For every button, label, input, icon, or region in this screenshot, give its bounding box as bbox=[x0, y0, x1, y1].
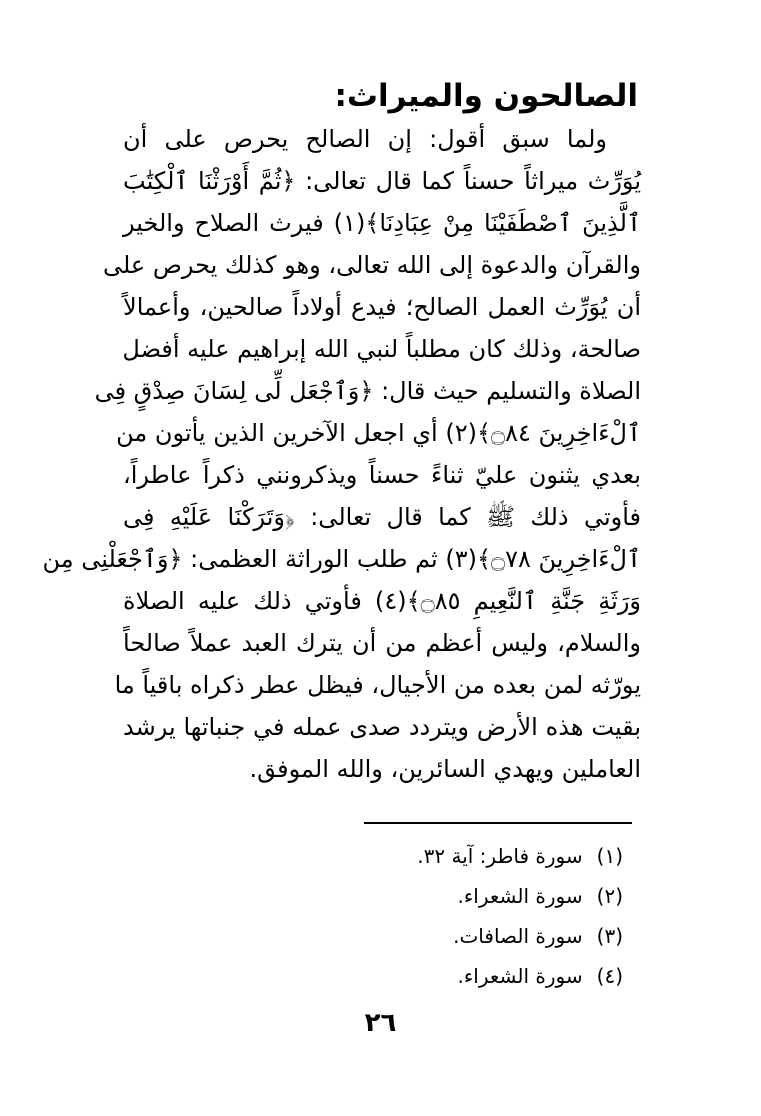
footnote-text: سورة الصافات. bbox=[453, 924, 583, 948]
footnote-text: سورة الشعراء. bbox=[457, 884, 583, 908]
footnote bbox=[417, 876, 623, 916]
body-line: الصلاة والتسليم حيث قال: ﴿وَٱجْعَل لِّى لِسَانَ صِدْقٍ فِى bbox=[94, 377, 641, 405]
footnote bbox=[417, 956, 623, 996]
body-line: بقيت هذه الأرض ويتردد صدى عمله في جنباتها يرشد bbox=[123, 713, 641, 741]
footnote bbox=[417, 916, 623, 956]
body-line: أن يُوَرِّث العمل الصالح؛ فيدع أولاداً صالحين، وأعمالاً bbox=[123, 293, 641, 321]
footnotes bbox=[417, 836, 623, 996]
body-line: ٱلَّذِينَ ٱصْطَفَيْنَا مِنْ عِبَادِنَا﴾(١) فيرث الصلاح والخير bbox=[123, 209, 642, 237]
body-line: صالحة، وذلك كان مطلباً لنبي الله إبراهيم عليه أفضل bbox=[122, 335, 641, 363]
page-number: ٢٦ bbox=[364, 1008, 397, 1038]
footnote-number: (٢) bbox=[596, 884, 623, 908]
body-line: العاملين ويهدي السائرين، والله الموفق. bbox=[249, 755, 641, 783]
footnote-text: سورة الشعراء. bbox=[457, 964, 583, 988]
body-line: ٱلْءَاخِرِينَ ۝٨٤﴾(٢) أي اجعل الآخرين الذين يأتون من bbox=[116, 419, 641, 447]
footnote-text: سورة فاطر: آية ٣٢. bbox=[417, 844, 583, 868]
body-line: بعدي يثنون عليّ ثناءً حسناً ويذكرونني ذكراً عاطراً، bbox=[123, 461, 641, 489]
body-text bbox=[42, 118, 642, 790]
body-line: والقرآن والدعوة إلى الله تعالى، وهو كذلك يحرص على bbox=[102, 251, 641, 279]
body-line: يُوَرِّث ميراثاً حسناً كما قال تعالى: ﴿ثُمَّ أَوْرَثْنَا ٱلْكِتَٰبَ bbox=[123, 167, 641, 195]
body-line: فأوتي ذلك ﷺ كما قال تعالى: ﴿وَتَرَكْنَا عَلَيْهِ فِى bbox=[123, 503, 641, 531]
footnote-number: (١) bbox=[596, 844, 623, 868]
footnote-separator bbox=[364, 822, 632, 824]
footnote-number: (٤) bbox=[596, 964, 623, 988]
body-line: ولما سبق أقول: إن الصالح يحرص على أن bbox=[123, 125, 607, 153]
body-line: يورّثه لمن بعده من الأجيال، فيظل عطر ذكراه باقياً ما bbox=[114, 671, 641, 699]
body-line: ٱلْءَاخِرِينَ ۝٧٨﴾(٣) ثم طلب الوراثة العظمى: ﴿وَٱجْعَلْنِى مِن bbox=[42, 545, 641, 573]
body-line: والسلام، وليس أعظم من أن يترك العبد عملاً صالحاً bbox=[123, 629, 641, 657]
footnote bbox=[417, 836, 623, 876]
section-heading: الصالحون والميراث: bbox=[334, 78, 638, 114]
footnote-number: (٣) bbox=[596, 924, 623, 948]
body-line: وَرَثَةِ جَنَّةِ ٱلنَّعِيمِ ۝٨٥﴾(٤) فأوتي ذلك عليه الصلاة bbox=[123, 587, 642, 615]
